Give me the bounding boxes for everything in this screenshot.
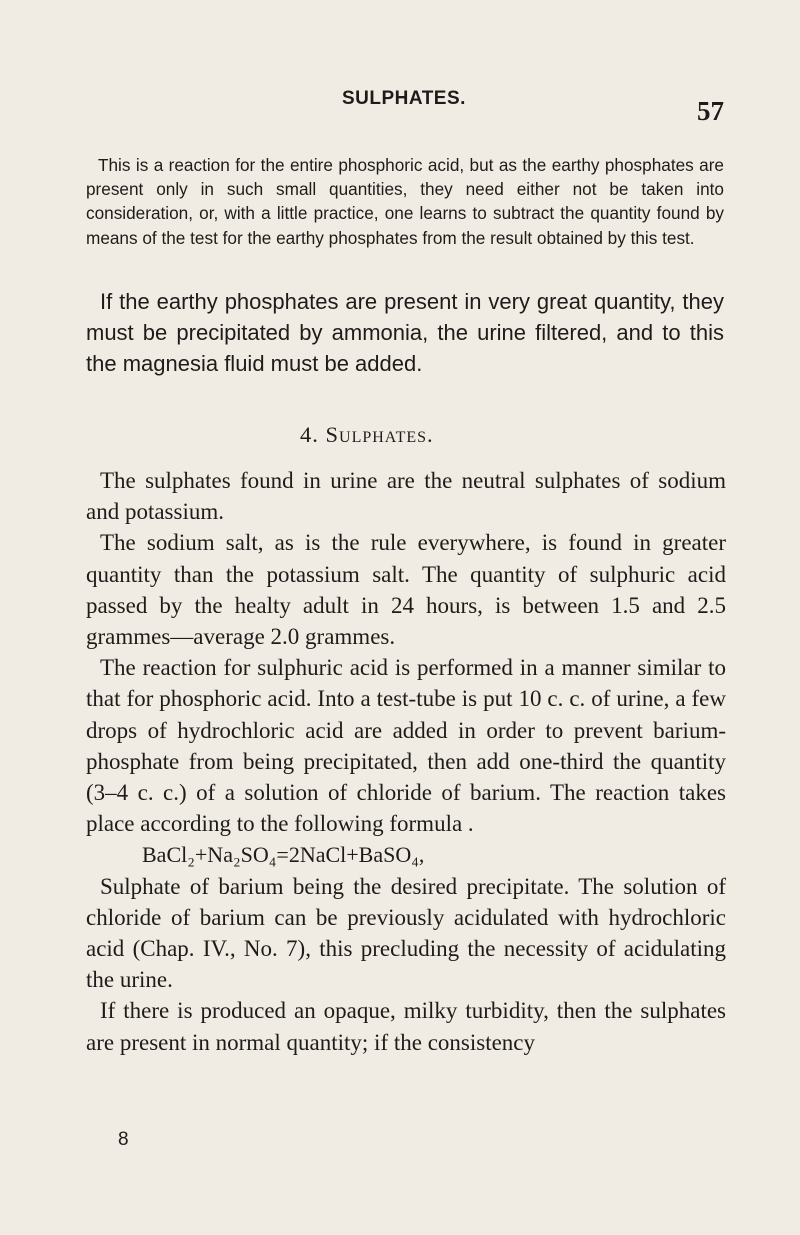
- paragraph-reaction: The reaction for sulphuric acid is performed in a manner similar to that for phosphoric acid. Into a test-tube is put 10 c. c. of urine, a few drops of hydrochloric acid are added in order to prevent barium-phosphate from being precipitated, then add one-third the quantity (3–4 c. c.) of a solution of chloride of barium. The reaction takes place according to the following formula .: [86, 655, 726, 837]
- chemical-formula: BaCl₂+Na₂SO₄=2NaCl+BaSO₄,: [142, 842, 425, 868]
- paragraph-quantity: The sodium salt, as is the rule everywhere, is found in greater quantity than the potassium salt. The quantity of sulphuric acid passed by the healty adult in 24 hours, is between 1.5 and 2.5 grammes—average 2.0 grammes.: [86, 530, 726, 650]
- lead-paragraph: If the earthy phosphates are present in very great quantity, they must be precipitated by ammonia, the urine filtered, and to this the magnesia fluid must be added.: [86, 289, 724, 376]
- paragraph-intro: The sulphates found in urine are the neutral sulphates of sodium and potassium.: [86, 468, 726, 525]
- paragraph-turbidity: If there is produced an opaque, milky turbidity, then the sulphates are present in normal quantity; if the consistency: [86, 998, 726, 1055]
- body-text: [86, 465, 726, 1058]
- section-number: 4.: [300, 422, 319, 447]
- small-print-paragraph: This is a reaction for the entire phosphoric acid, but as the earthy phosphates are present only in such small quantities, they need either not be taken into consideration, or, with a little practice, one learns to subtract the quantity found by means of the test for the earthy phosphates from the result obtained by this test.: [86, 155, 724, 248]
- paragraph-precipitate: Sulphate of barium being the desired precipitate. The solution of chloride of barium can be previously acidulated with hydrochloric acid (Chap. IV., No. 7), this precluding the necessity of acidulating the urine.: [86, 873, 726, 993]
- section-heading: [300, 422, 434, 448]
- signature-mark: 8: [118, 1129, 129, 1150]
- running-head: SULPHATES.: [342, 88, 466, 109]
- section-title: Sulphates.: [325, 422, 434, 447]
- page-number: 57: [697, 96, 724, 126]
